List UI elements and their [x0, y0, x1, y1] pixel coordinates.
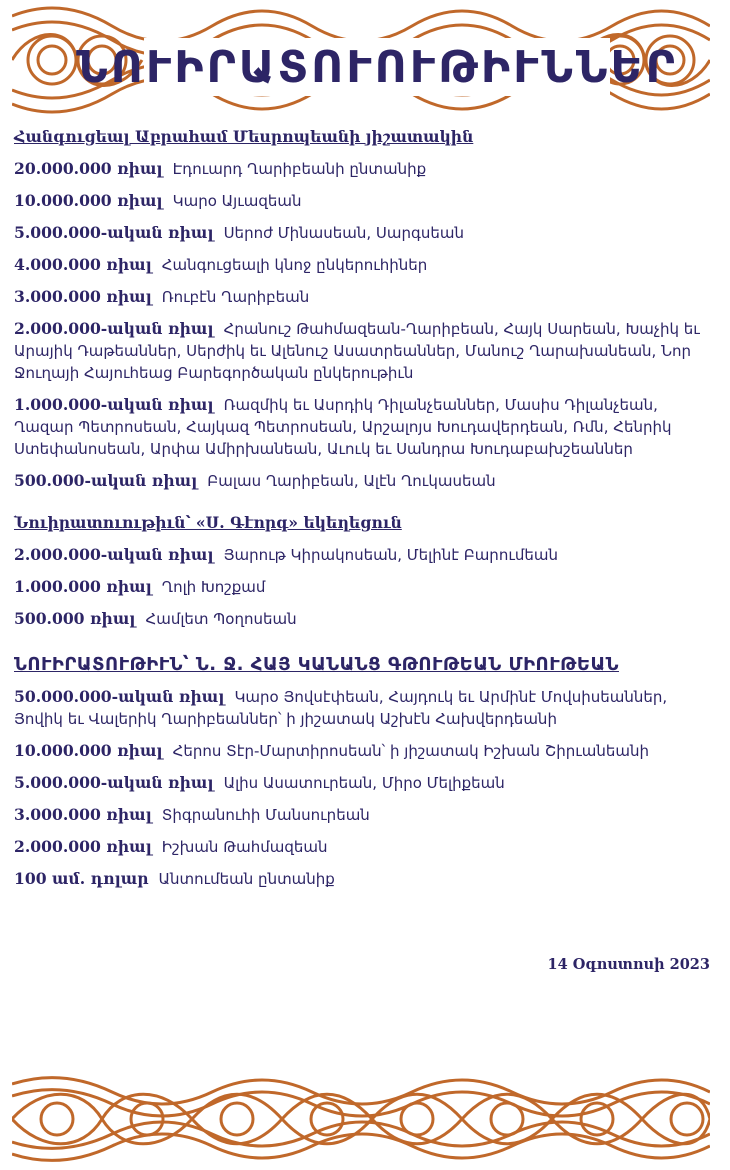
list-item — [14, 576, 714, 598]
donor-names: Բալաս Ղարիբեան, Ալէն Ղուկասեան — [207, 472, 496, 490]
publication-date: 14 Օգոստոսի 2023 — [547, 956, 710, 973]
donation-amount: 5.000.000-ական ռիալ — [14, 773, 214, 792]
donor-names: Համլետ Պօղոսեան — [145, 610, 297, 628]
donor-names: Կարօ Յովսէփեան, Հայդուկ եւ Արմինէ Մովսիսեաններ, Յովիկ եւ Վալերիկ Ղարիբեաններ՝ ի յիշատակ Աշխէն Հախվերդեանի — [14, 688, 668, 728]
list-item — [14, 470, 714, 492]
donor-names: Կարօ Այւազեան — [172, 192, 302, 210]
donor-names: Ռուբէն Ղարիբեան — [161, 288, 310, 306]
donation-amount: 10.000.000 ռիալ — [14, 741, 163, 760]
donation-amount: 5.000.000-ական ռիալ — [14, 223, 214, 242]
list-item — [14, 318, 714, 384]
donor-names: Իշխան Թահմազեան — [161, 838, 328, 856]
donations-content — [14, 126, 714, 900]
list-item — [14, 740, 714, 762]
donation-amount: 3.000.000 ռիալ — [14, 287, 152, 306]
donation-amount: 2.000.000 ռիալ — [14, 837, 152, 856]
list-item — [14, 544, 714, 566]
title-plate — [76, 38, 678, 96]
donor-names: Ալիս Ասատուրեան, Միրօ Մելիքեան — [223, 774, 505, 792]
list-item — [14, 394, 714, 460]
list-item — [14, 190, 714, 212]
donation-amount: 2.000.000-ական ռիալ — [14, 319, 214, 338]
list-item — [14, 222, 714, 244]
donation-amount: 20.000.000 ռիալ — [14, 159, 163, 178]
donation-amount: 500.000 ռիալ — [14, 609, 136, 628]
list-item — [14, 608, 714, 630]
donation-amount: 100 ամ. դոլար — [14, 869, 149, 888]
donor-names: Տիգրանուհի Մանսուրեան — [161, 806, 370, 824]
donor-names: Սերոժ Մինասեան, Սարգսեան — [223, 224, 464, 242]
donor-names: Յարութ Կիրակոսեան, Մելինէ Բարումեան — [223, 546, 558, 564]
list-item — [14, 836, 714, 858]
list-item — [14, 868, 714, 890]
list-item — [14, 286, 714, 308]
donation-amount: 1.000.000 ռիալ — [14, 577, 152, 596]
section-heading: Նուիրատուութիւն՝ «Ս. Գէորգ» եկեղեցուն — [14, 513, 402, 532]
bottom-ornament-banner — [12, 1076, 710, 1162]
section-heading: Հանգուցեալ Աբրահամ Մեսրոպեանի յիշատակին — [14, 127, 474, 146]
interlace-ornament-icon — [12, 1076, 710, 1162]
donor-names: Հրանուշ Թահմազեան-Ղարիբեան, Հայկ Սարեան, Խաչիկ եւ Արայիկ Դաթեաններ, Սերժիկ եւ Ալենուշ Ասատրեաններ, Մանուշ Ղարախանեան, Նոր Ջուղայի Հայուհեաց Բարեգործական ընկերութիւն — [14, 320, 700, 382]
list-item — [14, 772, 714, 794]
donation-amount: 1.000.000-ական ռիալ — [14, 395, 214, 414]
donation-amount: 50.000.000-ական ռիալ — [14, 687, 225, 706]
donor-names: Հանգուցեալի կնոջ ընկերուհիներ — [161, 256, 428, 274]
donation-amount: 3.000.000 ռիալ — [14, 805, 152, 824]
donation-amount: 10.000.000 ռիալ — [14, 191, 163, 210]
donation-amount: 2.000.000-ական ռիալ — [14, 545, 214, 564]
page-title: ՆՈՒԻՐԱՏՈՒՈՒԹԻՒՆՆԵՐ — [76, 41, 678, 93]
donation-amount: 4.000.000 ռիալ — [14, 255, 152, 274]
list-item — [14, 158, 714, 180]
list-item — [14, 254, 714, 276]
donor-names: Անտումեան ընտանիք — [158, 870, 335, 888]
donor-names: Ղոլի Խոշքամ — [161, 578, 266, 596]
section-heading: ՆՈՒԻՐԱՏՈՒԹԻՒՆ՝ Ն. Ջ. ՀԱՅ ԿԱՆԱՆՑ ԳԹՈՒԹԵԱՆ ՄԻՈՒԹԵԱՆ — [14, 654, 619, 675]
list-item — [14, 686, 714, 730]
donation-amount: 500.000-ական ռիալ — [14, 471, 198, 490]
donor-names: Էդուարդ Ղարիբեանի ընտանիք — [172, 160, 427, 178]
donor-names: Ռազմիկ եւ Ասրդիկ Դիլանչեաններ, Մասիս Դիլանչեան, Ղազար Պետրոսեան, Հայկազ Պետրոսեան, Արշալոյս Խուդավերդեան, Ռմն, Հենրիկ Ստեփանոսեան, Արփա Ամիրխանեան, Աւուկ եւ Սանդրա Խուդաբախշեաններ — [14, 396, 672, 458]
donor-names: Հերոս Տէր-Մարտիրոսեան՝ ի յիշատակ Իշխան Շիրւանեանի — [172, 742, 649, 760]
list-item — [14, 804, 714, 826]
top-ornament-banner — [12, 6, 710, 114]
